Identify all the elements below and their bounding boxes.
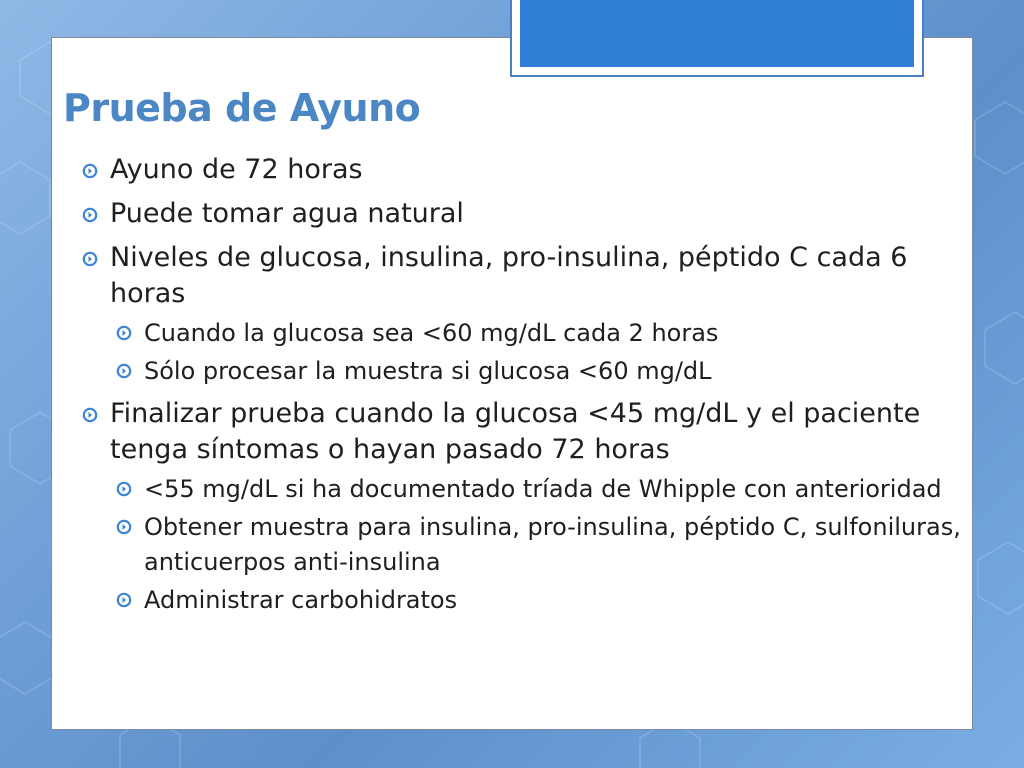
bullet-arrow-icon <box>116 315 132 350</box>
bullet-text: Administrar carbohidratos <box>144 586 458 614</box>
bullet-arrow-icon <box>116 582 132 617</box>
bullet-list <box>82 152 977 625</box>
bullet-text: Puede tomar agua natural <box>110 198 464 229</box>
bullet-arrow-icon <box>82 240 98 276</box>
bullet-arrow-icon <box>116 353 132 388</box>
bullet-arrow-icon <box>82 396 98 432</box>
header-accent-block <box>520 0 914 67</box>
sub-bullet-item <box>82 472 977 507</box>
bullet-arrow-icon <box>82 196 98 232</box>
bullet-arrow-icon <box>82 152 98 188</box>
bullet-item <box>82 196 977 232</box>
bullet-text: Finalizar prueba cuando la glucosa <45 mg/dL y el paciente tenga síntomas o hayan pasado 72 horas <box>110 398 921 465</box>
bullet-text: <55 mg/dL si ha documentado tríada de Whipple con anterioridad <box>144 475 942 503</box>
sub-bullet-item <box>82 583 977 618</box>
slide-title: Prueba de Ayuno <box>63 86 421 130</box>
bullet-item <box>82 240 977 312</box>
bullet-item <box>82 152 977 188</box>
sub-bullet-item <box>82 316 977 351</box>
sub-bullet-item <box>82 510 977 580</box>
bullet-text: Niveles de glucosa, insulina, pro-insulina, péptido C cada 6 horas <box>110 242 908 309</box>
bullet-text: Ayuno de 72 horas <box>110 154 363 185</box>
sub-bullet-item <box>82 354 977 389</box>
bullet-text: Sólo procesar la muestra si glucosa <60 mg/dL <box>144 357 712 385</box>
bullet-arrow-icon <box>116 471 132 506</box>
header-accent-frame <box>510 0 924 77</box>
bullet-text: Obtener muestra para insulina, pro-insulina, péptido C, sulfoniluras, anticuerpos anti-insulina <box>144 513 961 576</box>
bullet-text: Cuando la glucosa sea <60 mg/dL cada 2 horas <box>144 319 719 347</box>
bullet-arrow-icon <box>116 509 132 544</box>
bullet-item <box>82 396 977 468</box>
